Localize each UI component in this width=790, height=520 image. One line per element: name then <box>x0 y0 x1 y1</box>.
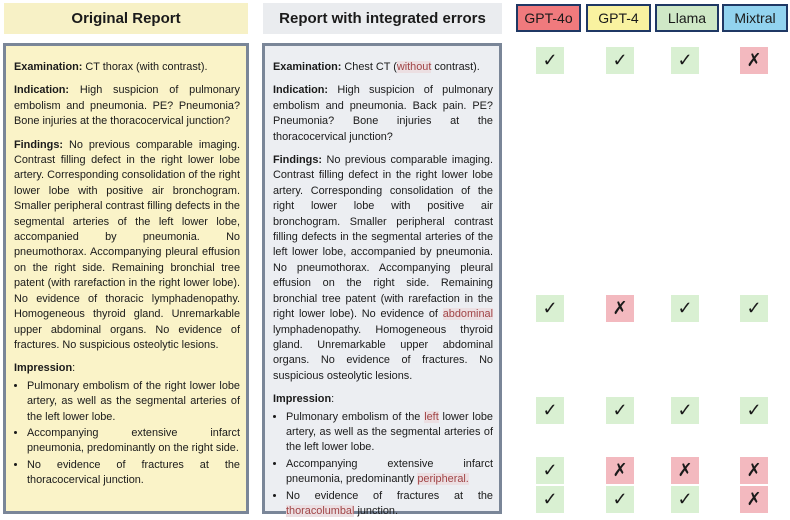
original-indication <box>14 83 240 129</box>
original-findings <box>14 138 240 354</box>
model-label-llama: Llama <box>655 4 719 32</box>
indication-label: Indication: <box>273 84 329 97</box>
error-impression-heading <box>273 392 493 407</box>
error-highlight: without <box>396 61 432 73</box>
impression-label: Impression <box>273 393 332 406</box>
check-icon: ✓ <box>536 295 564 322</box>
model-label-gpt4: GPT-4 <box>586 4 651 32</box>
impression-label: Impression <box>14 362 73 375</box>
error-indication <box>273 83 493 145</box>
cross-icon: ✗ <box>606 295 634 322</box>
check-icon: ✓ <box>536 486 564 513</box>
error-findings <box>273 153 493 384</box>
cross-icon: ✗ <box>606 457 634 484</box>
original-impression-heading <box>14 361 240 376</box>
impression-item-1: • Pulmonary embolism of the right lower lobe artery, as well as the segmental arteries of the left lower lobe. <box>27 379 240 425</box>
impression-item-2: • Accompanying extensive infarct pneumonia, predominantly on the right side. <box>27 426 240 457</box>
impression-text-end: lower lobe artery, as well as the segmental arteries of the left lower lobe. <box>286 410 493 454</box>
cross-icon: ✗ <box>671 457 699 484</box>
check-icon: ✓ <box>606 397 634 424</box>
impression-item-3 <box>286 489 493 520</box>
original-examination <box>14 60 240 75</box>
impression-text: Pulmonary embolism of the <box>286 410 425 423</box>
indication-text: High suspicion of pulmonary embolism and pneumonia. Back pain. PE? Pneumonia? Bone injuries at the thoracocervical junction? <box>273 84 493 143</box>
check-icon: ✓ <box>740 397 768 424</box>
findings-label: Findings: <box>273 154 322 167</box>
error-highlight: thoracolumbal <box>286 504 355 517</box>
impression-colon: : <box>72 362 76 375</box>
examination-text-end: contrast). <box>431 61 480 73</box>
indication-label: Indication: <box>14 84 70 97</box>
check-icon: ✓ <box>671 47 699 74</box>
original-impression-list <box>14 379 240 489</box>
impression-text: No evidence of fractures at the <box>286 489 493 502</box>
check-icon: ✓ <box>536 457 564 484</box>
check-icon: ✓ <box>606 486 634 513</box>
check-icon: ✓ <box>536 47 564 74</box>
impression-item-2 <box>286 457 493 488</box>
original-report-header: Original Report <box>4 3 248 34</box>
error-highlight: peripheral. <box>417 473 469 486</box>
original-report-panel <box>3 43 249 514</box>
check-icon: ✓ <box>606 47 634 74</box>
findings-text-end: lymphadenopathy. Homogeneous thyroid gland. Unremarkable upper abdominal organs. No evidence of fractures. No suspicious osteolytic lesions. <box>273 323 493 382</box>
examination-label: Examination: <box>14 61 83 73</box>
examination-label: Examination: <box>273 61 342 73</box>
impression-item-3: • No evidence of fractures at the thoracocervical junction. <box>27 458 240 489</box>
findings-label: Findings: <box>14 138 63 151</box>
error-highlight: abdominal <box>442 308 493 321</box>
error-highlight: left <box>424 410 439 423</box>
error-report-header: Report with integrated errors <box>263 3 502 34</box>
error-impression-list <box>273 410 493 520</box>
cross-icon: ✗ <box>740 457 768 484</box>
examination-text: CT thorax (with contrast). <box>82 61 208 73</box>
check-icon: ✓ <box>740 295 768 322</box>
impression-item-1 <box>286 410 493 456</box>
findings-text: No previous comparable imaging. Contrast filling defect in the right lower lobe artery. Corresponding consolidation of the right lower lobe with positive air bronchogram. Smaller peripheral contrast filling defects in the segmental arteries of the left lower lobe, accompanied by pneumonia. No pneumothorax. Accompanying pleural effusion on the right side. Remaining bronchial tree patent (with rarefaction in the right lower lobe). No evidence of <box>273 154 493 321</box>
findings-text: No previous comparable imaging. Contrast filling defect in the right lower lobe artery. Corresponding consolidation of the right lower lobe with positive air bronchogram. Smaller peripheral contrast filling defects in the segmental arteries of the left lower lobe, accompanied by pneumonia. No pneumothorax. Accompanying pleural effusion on the right side. Remaining bronchial tree patent (with rarefaction in the right lower lobe). No evidence of thoracic lymphadenopathy. Homogeneous thyroid gland. Unremarkable upper abdominal organs. No evidence of fractures. No suspicious osteolytic lesions. <box>14 138 240 351</box>
model-label-mixtral: Mixtral <box>722 4 788 32</box>
impression-colon: : <box>331 393 335 406</box>
cross-icon: ✗ <box>740 486 768 513</box>
cross-icon: ✗ <box>740 47 768 74</box>
examination-text: Chest CT ( <box>341 61 397 73</box>
check-icon: ✓ <box>536 397 564 424</box>
check-icon: ✓ <box>671 295 699 322</box>
indication-text: High suspicion of pulmonary embolism and pneumonia. PE? Pneumonia? Bone injuries at the thoracocervical junction? <box>14 84 240 128</box>
error-report-panel <box>262 43 502 517</box>
impression-text-end: junction. <box>354 504 399 517</box>
impression-text: Accompanying extensive infarct pneumonia, predominantly <box>286 457 493 486</box>
error-examination <box>273 60 493 75</box>
model-label-gpt4o: GPT-4o <box>516 4 581 32</box>
check-icon: ✓ <box>671 486 699 513</box>
check-icon: ✓ <box>671 397 699 424</box>
